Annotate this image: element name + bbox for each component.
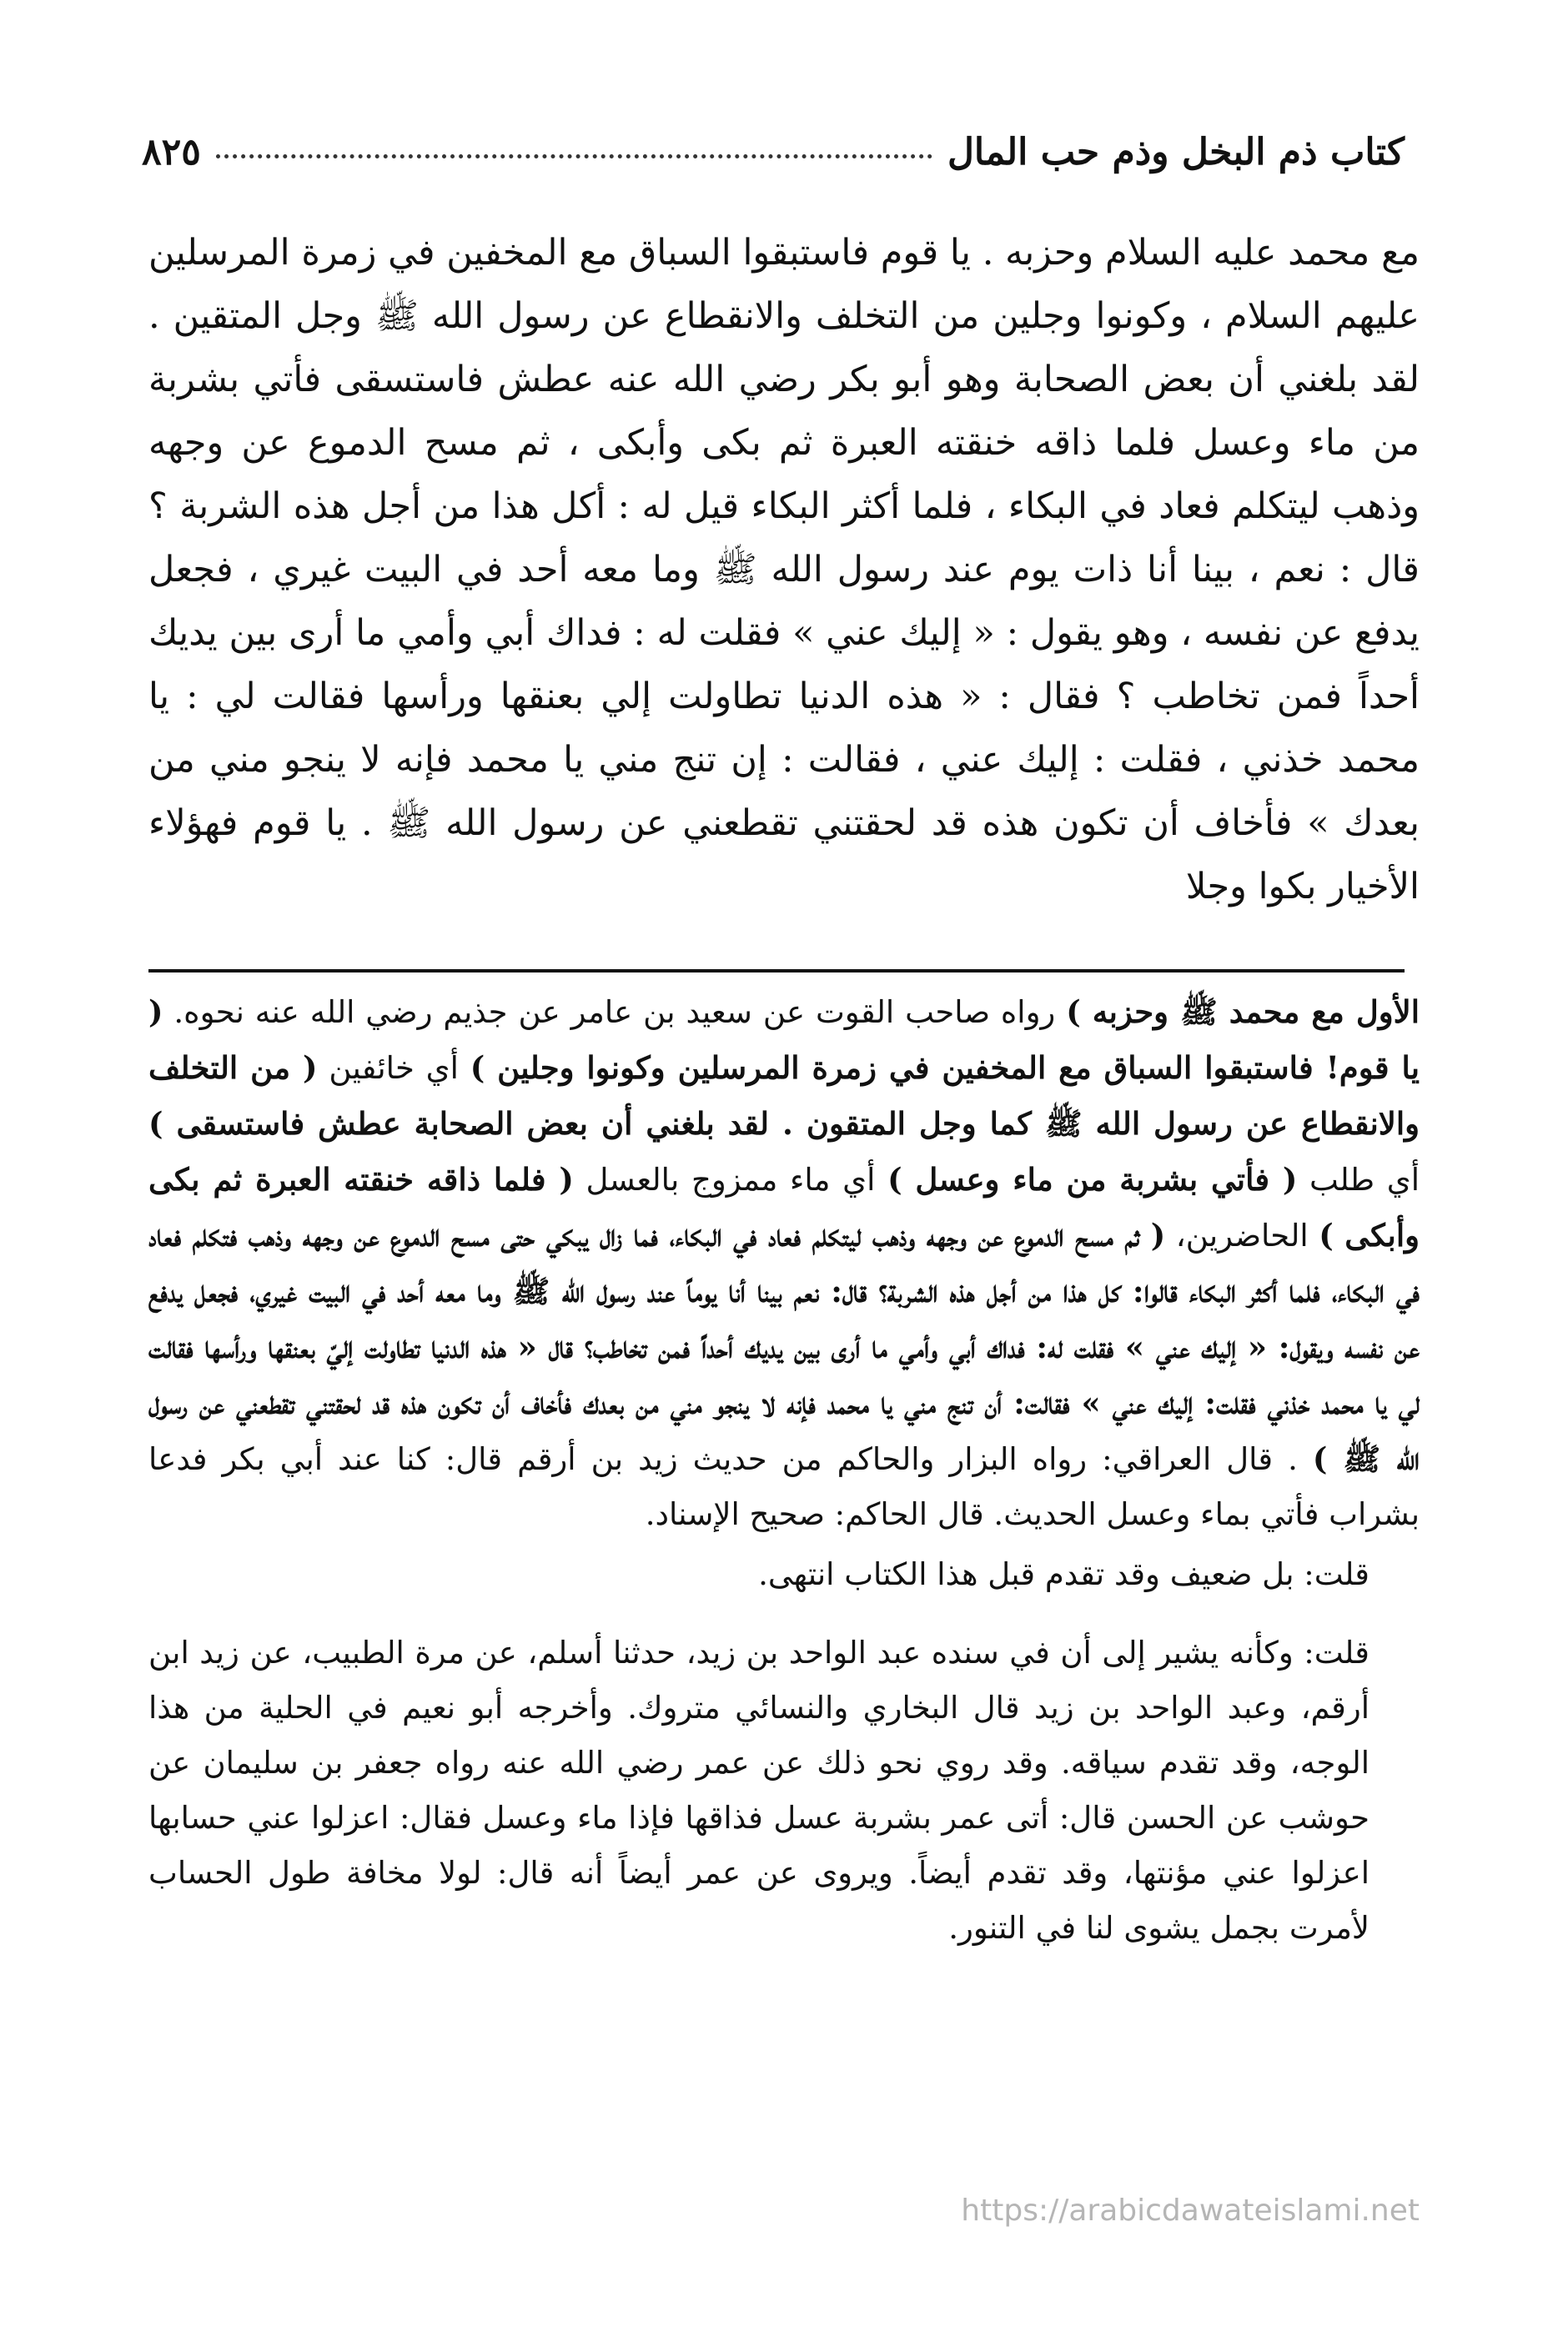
book-title: كتاب ذم البخل وذم حب المال (947, 131, 1405, 173)
commentary-bold-segment: ( من التخلف والانقطاع عن رسول الله ﷺ كما وجل المتقون . لقد بلغني أن بعض الصحابة عطش فاستسقى ) (148, 1049, 1420, 1142)
main-paragraph: مع محمد عليه السلام وحزبه . يا قوم فاستبقوا السباق مع المخفين في زمرة المرسلين عليهم السلام ، وكونوا وجلين من التخلف والانقطاع عن رسول الله ﷺ وجل المتقين . لقد بلغني أن بعض الصحابة وهو أبو بكر رضي الله عنه عطش فاستسقى فأتي بشربة من ماء وعسل فلما ذاقه خنقته العبرة ثم بكى وأبكى ، ثم مسح الدموع عن وجهه وذهب ليتكلم فعاد في البكاء ، فلما أكثر البكاء قيل له : أكل هذا من أجل هذه الشربة ؟ قال : نعم ، بينا أنا ذات يوم عند رسول الله ﷺ وما معه أحد في البيت غيري ، فجعل يدفع عن نفسه ، وهو يقول : « إليك عني » فقلت له : فداك أبي وأمي ما أرى بين يديك أحداً فمن تخاطب ؟ فقال : « هذه الدنيا تطاولت إلي بعنقها ورأسها فقالت لي : يا محمد خذني ، فقلت : إليك عني ، فقالت : إن تنج مني يا محمد فإنه لا ينجو مني من بعدك » فأخاف أن تكون هذه قد لحقتني تقطعني عن رسول الله ﷺ . يا قوم فهؤلاء الأخيار بكوا وجلا (148, 232, 1420, 907)
page-number: ٨٢٥ (142, 131, 201, 173)
qult-note-1: قلت: بل ضعيف وقد تقدم قبل هذا الكتاب انتهى. (758, 1556, 1369, 1592)
commentary-bold-segment: ( يا قوم! فاستبقوا السباق مع المخفين في زمرة المرسلين وكونوا وجلين ) (148, 993, 1420, 1086)
commentary-bold-segment: ( ثم مسح الدموع عن وجهه وذهب ليتكلم فعاد في البكاء، فما زال يبكي حتى مسح الدموع عن وجهه وذهب فتكلم فعاد في البكاء، فلما أكثر البكاء قالوا: كل هذا من أجل هذه الشربة؟ قال: نعم بينا أنا يوماً عند رسول الله ﷺ وما معه أحد في البيت غيري، فجعل يدفع عن نفسه ويقول: « إليك عني » فقلت له: فداك أبي وأمي ما أرى بين يديك أحداً فمن تخاطب؟ قال « هذه الدنيا تطاولت إليّ بعنقها ورأسها فقالت لي يا محمد خذني فقلت: إليك عني » فقالت: أن تنج مني يا محمد فإنه لا ينجو مني من بعدك فأخاف أن تكون هذه قد لحقتني تقطعني عن رسول الله ﷺ ) (148, 1217, 1420, 1477)
commentary-block (148, 984, 1420, 1956)
commentary-plain-segment: . قال العراقي: رواه البزار والحاكم من حديث زيد بن أرقم قال: كنا عند أبي بكر فدعا بشراب فأتي بماء وعسل الحديث. قال الحاكم: صحيح الإسناد. (148, 1441, 1420, 1532)
watermark-url: https://arabicdawateislami.net (961, 2194, 1420, 2228)
running-header (142, 98, 1405, 173)
commentary-bold-segment: ( فأتي بشربة من ماء وعسل ) (887, 1161, 1298, 1198)
commentary-plain-segment: الحاضرين، (1165, 1218, 1319, 1254)
dotted-leader (216, 153, 932, 158)
qult-note-2: قلت: وكأنه يشير إلى أن في سنده عبد الواحد بن زيد، حدثنا أسلم، عن مرة الطبيب، عن زيد ابن أرقم، وعبد الواحد بن زيد قال البخاري والنسائي متروك. وأخرجه أبو نعيم في الحلية من هذا الوجه، وقد تقدم سياقه. وقد روي نحو ذلك عن عمر رضي الله عنه رواه جعفر بن سليمان عن حوشب عن الحسن قال: أتى عمر بشربة عسل فذاقها فإذا ماء وعسل فقال: اعزلوا عني حسابها اعزلوا عني مؤنتها، وقد تقدم أيضاً. ويروى عن عمر أيضاً أنه قال: لولا مخافة طول الحساب لأمرت بجمل يشوى لنا في التنور. (148, 1635, 1369, 1946)
commentary-plain-segment: أي ماء ممزوج بالعسل (573, 1162, 888, 1198)
footnote-separator (148, 969, 1405, 973)
commentary-bold-segment: الأول مع محمد ﷺ وحزبه ) (1066, 993, 1420, 1030)
commentary-paragraph (148, 984, 1420, 1542)
commentary-plain-segment: أي خائفين (317, 1050, 470, 1086)
commentary-bold-segment: ( فلما ذاقه خنقته العبرة ثم بكى وأبكى ) (148, 1161, 1420, 1254)
commentary-plain-segment: أي طلب (1297, 1162, 1420, 1198)
commentary-plain-segment: رواه صاحب القوت عن سعيد بن عامر عن جذيم رضي الله عنه نحوه. (163, 994, 1067, 1030)
main-text-block (148, 221, 1420, 918)
